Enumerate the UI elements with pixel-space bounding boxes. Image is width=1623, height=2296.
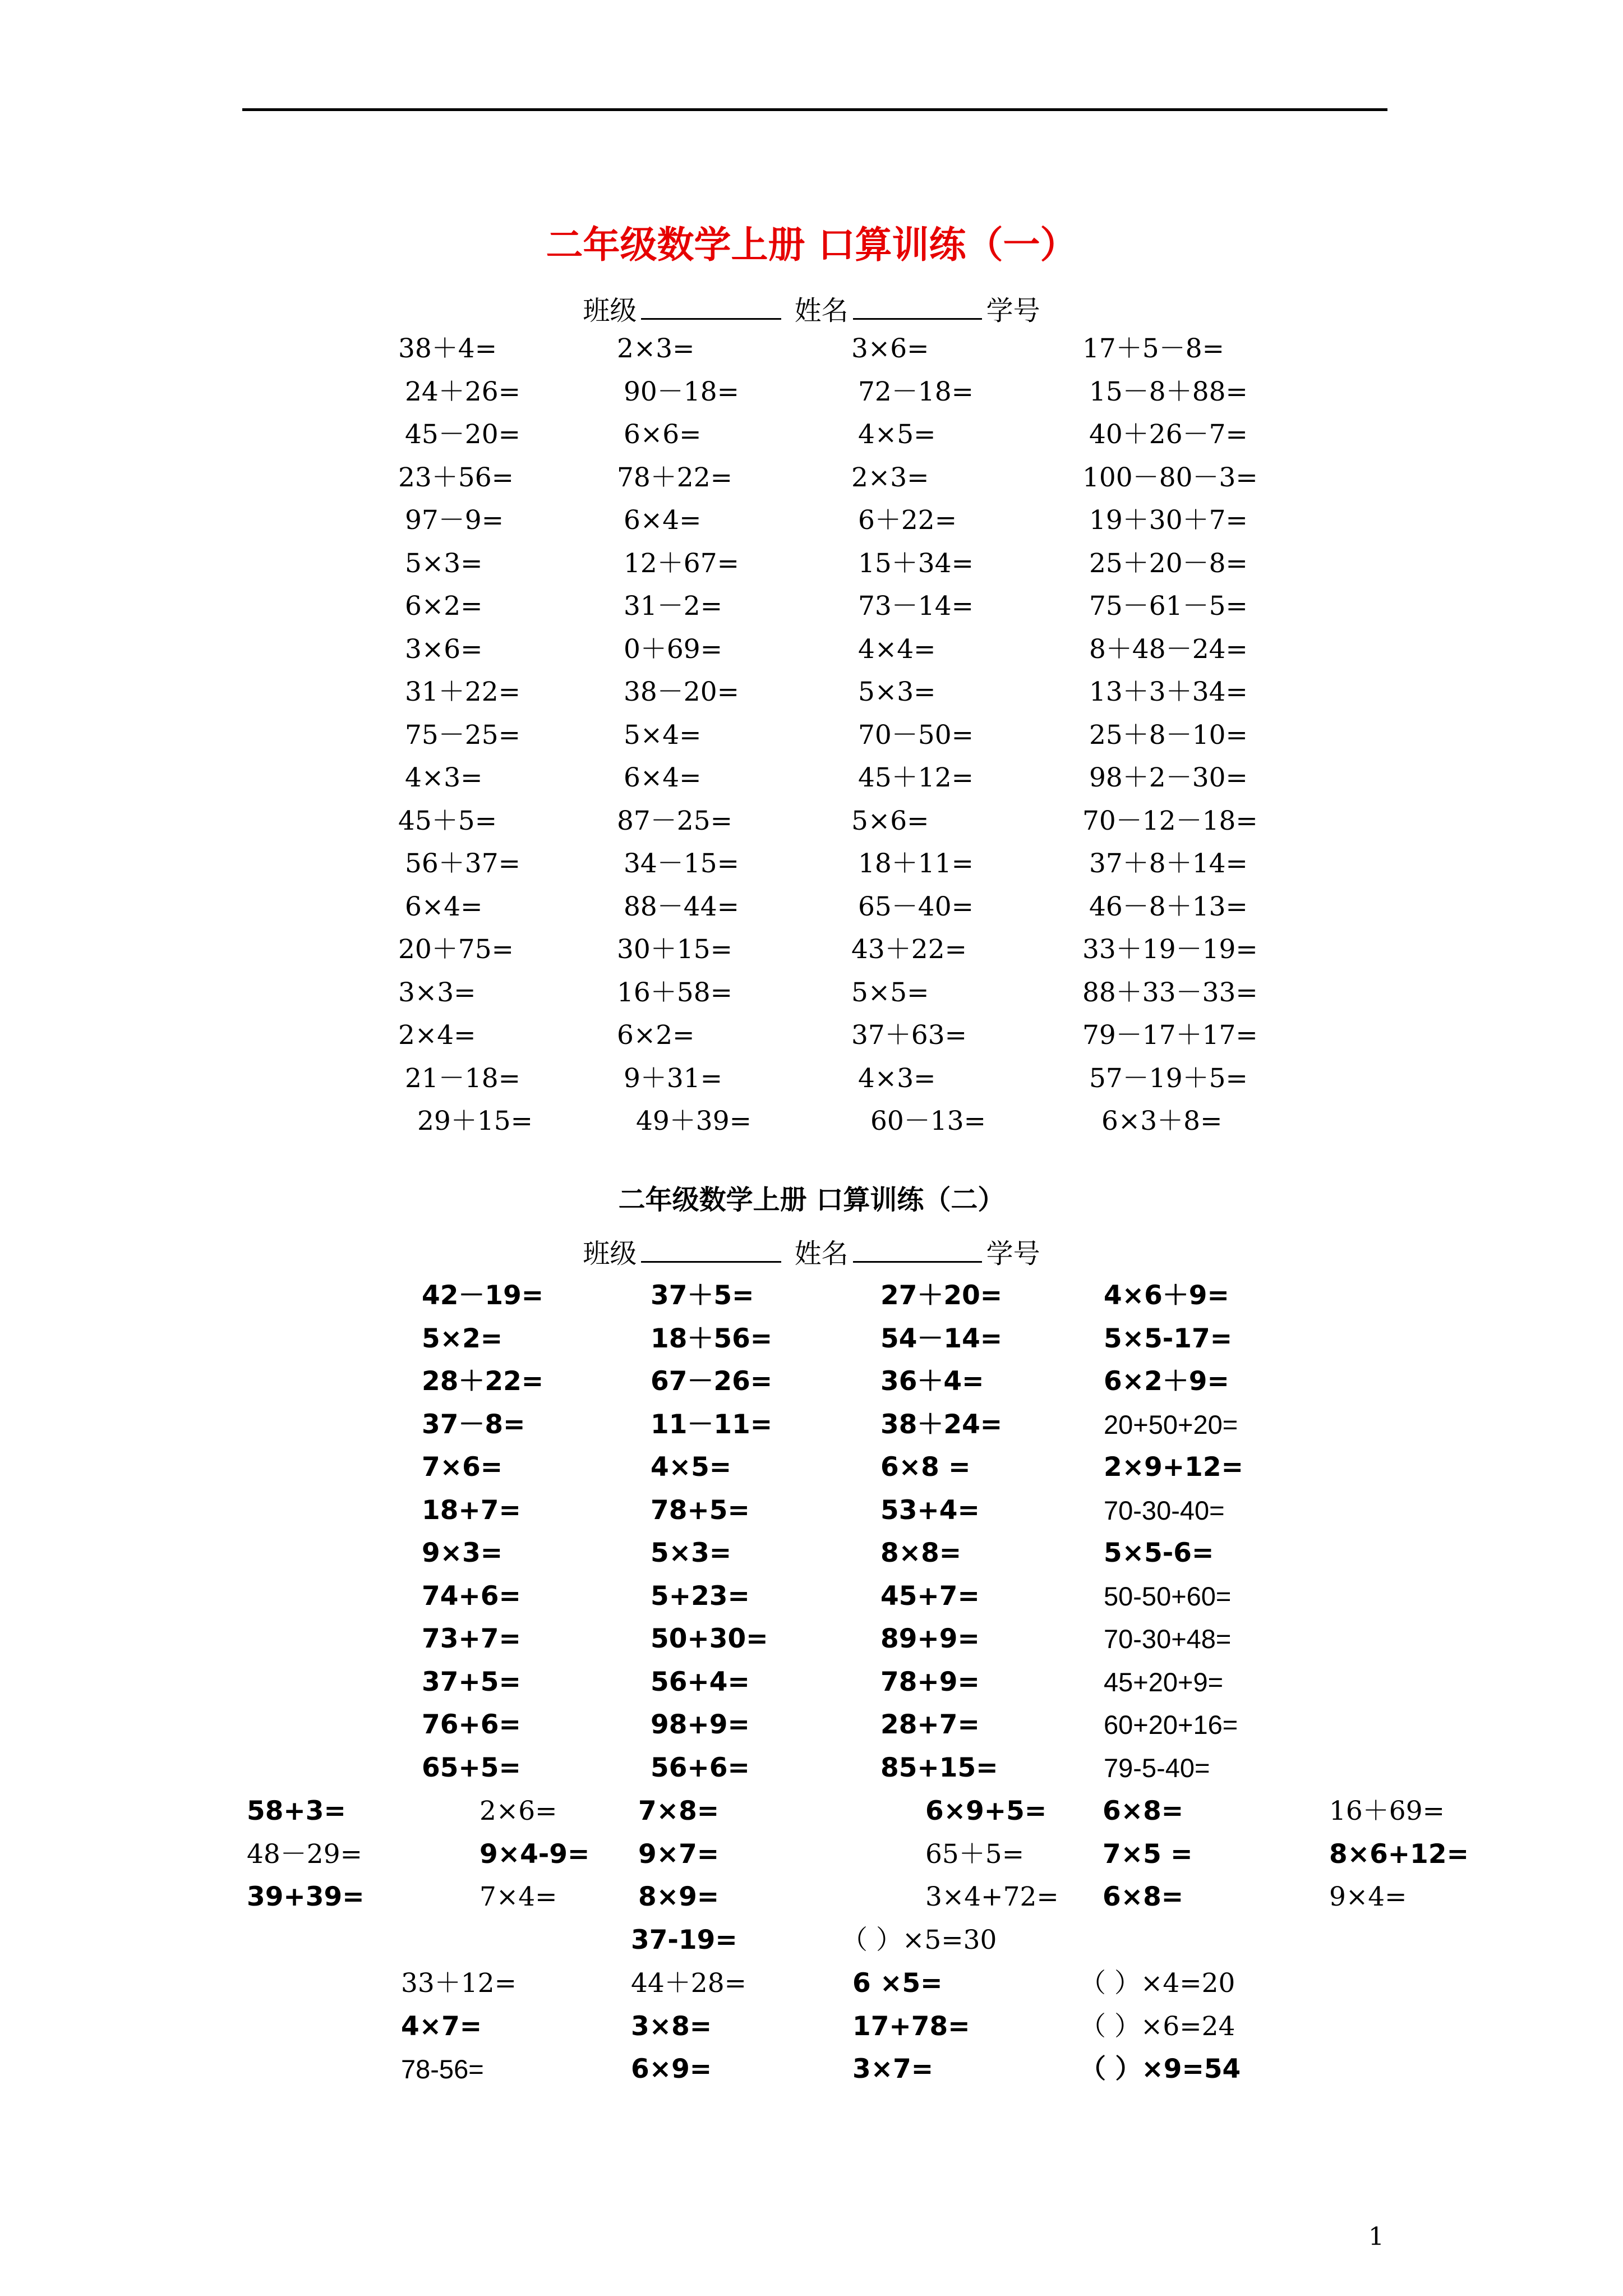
problem: 15－8＋88= xyxy=(1089,376,1248,407)
problem: 6×2＋9= xyxy=(1104,1366,1229,1397)
problem: 2×9+12= xyxy=(1104,1452,1243,1483)
problem: 2×3= xyxy=(617,333,695,364)
problem: 6×9= xyxy=(631,2054,712,2085)
problem: 3×7= xyxy=(852,2054,934,2085)
problem: 37＋5= xyxy=(651,1280,754,1311)
problem: 40＋26－7= xyxy=(1089,419,1248,450)
problem: 56+4= xyxy=(651,1666,750,1697)
problem: 97－9= xyxy=(405,505,504,536)
problem: 65+5= xyxy=(422,1752,521,1783)
problem: （ ）×4=20 xyxy=(1080,1968,1235,1999)
problem: 70－12－18= xyxy=(1082,805,1258,836)
problem: 6×4= xyxy=(624,505,702,536)
problem: 54－14= xyxy=(880,1323,1003,1354)
problem: 8×8= xyxy=(880,1538,962,1568)
problem: 43＋22= xyxy=(851,934,967,965)
problem: 79－17＋17= xyxy=(1082,1020,1258,1051)
problem: 23＋56= xyxy=(398,462,514,493)
page-number: 1 xyxy=(1368,2223,1384,2251)
problem: 11－11= xyxy=(651,1409,773,1440)
problem: 88－44= xyxy=(624,891,739,922)
id-label: 学号 xyxy=(986,1238,1040,1269)
problem: 13＋3＋34= xyxy=(1089,677,1248,707)
problem: 65－40= xyxy=(858,891,974,922)
problem: 37＋8＋14= xyxy=(1089,848,1248,879)
header-rule xyxy=(242,108,1387,111)
name-label: 姓名 xyxy=(794,1238,849,1269)
problem: 76+6= xyxy=(422,1709,521,1740)
problem: 4×3= xyxy=(405,762,483,793)
problem: 4×3= xyxy=(858,1062,936,1094)
name-blank[interactable] xyxy=(853,1239,982,1263)
problem: 50-50+60= xyxy=(1104,1581,1232,1611)
problem: 9×3= xyxy=(422,1538,503,1568)
problem: 3×6= xyxy=(851,333,929,364)
id-label: 学号 xyxy=(986,295,1040,326)
name-label: 姓名 xyxy=(794,295,849,326)
problem: 7×8= xyxy=(638,1796,720,1826)
problem: 38＋24= xyxy=(880,1409,1003,1440)
problem: 8×9= xyxy=(638,1881,720,1912)
problem: 31－2= xyxy=(624,591,723,622)
problem: 98+9= xyxy=(651,1709,750,1740)
problem: 39+39= xyxy=(247,1881,365,1912)
problem: 9×4= xyxy=(1329,1881,1407,1912)
problem: 20+50+20= xyxy=(1104,1409,1238,1439)
problem: 4×5= xyxy=(651,1452,732,1483)
problem: 5×5= xyxy=(851,977,929,1008)
problem: 60+20+16= xyxy=(1104,1710,1238,1740)
problem: 74+6= xyxy=(422,1580,521,1612)
problem: 5×4= xyxy=(624,719,702,751)
class-label: 班级 xyxy=(583,295,637,326)
problem: 67－26= xyxy=(651,1366,773,1397)
problem: 7×6= xyxy=(422,1452,503,1483)
problem: 6×6= xyxy=(624,419,702,450)
problem: 4×7= xyxy=(401,2010,482,2042)
class-blank[interactable] xyxy=(641,1239,781,1263)
problem: 8×6+12= xyxy=(1329,1838,1469,1870)
problem: 5×5-6= xyxy=(1104,1538,1214,1568)
problem: 4×6＋9= xyxy=(1104,1280,1229,1311)
problem: 75－25= xyxy=(405,719,520,751)
problem: 6×4= xyxy=(405,891,483,922)
problem: 2×6= xyxy=(479,1796,557,1826)
problem: 2×3= xyxy=(851,462,929,493)
problem: 48－29= xyxy=(247,1838,362,1870)
problem: 70-30-40= xyxy=(1104,1495,1225,1525)
problem: 27＋20= xyxy=(880,1280,1003,1311)
problem: 6×8 = xyxy=(880,1452,971,1483)
problem: 89+9= xyxy=(880,1623,980,1654)
name-blank[interactable] xyxy=(853,296,982,320)
problem: 45+20+9= xyxy=(1104,1667,1224,1697)
section1-title: 二年级数学上册 口算训练（一） xyxy=(546,223,1077,266)
problem: 3×3= xyxy=(398,977,476,1008)
problem: 78-56= xyxy=(401,2054,484,2084)
problem: 6×9+5= xyxy=(925,1796,1047,1826)
problem: 45＋12= xyxy=(858,762,974,793)
problem: 6＋22= xyxy=(858,505,957,536)
problem: 9＋31= xyxy=(624,1062,723,1094)
problem: 3×6= xyxy=(405,633,483,665)
problem: 4×5= xyxy=(858,419,936,450)
problem: 37＋63= xyxy=(851,1020,967,1051)
problem: 18+7= xyxy=(422,1494,521,1526)
problem: 37-19= xyxy=(631,1925,737,1955)
problem: 98＋2－30= xyxy=(1089,762,1248,793)
problem: 16＋58= xyxy=(617,977,732,1008)
problem: 53+4= xyxy=(880,1494,980,1526)
problem: 6×4= xyxy=(624,762,702,793)
problem: 5×3= xyxy=(405,547,483,579)
problem: 28＋22= xyxy=(422,1366,544,1397)
problem: （ ）×6=24 xyxy=(1080,2010,1235,2042)
problem: 25＋8－10= xyxy=(1089,719,1248,751)
problem: 6×8= xyxy=(1103,1796,1184,1826)
problem: 3×4+72= xyxy=(925,1881,1059,1912)
problem: 37+5= xyxy=(422,1666,521,1697)
problem: 5×2= xyxy=(422,1323,503,1354)
problem: 34－15= xyxy=(624,848,739,879)
problem: 49＋39= xyxy=(636,1106,751,1137)
problem: 90－18= xyxy=(624,376,739,407)
section2-info-line xyxy=(0,1232,1623,1271)
problem: 33＋19－19= xyxy=(1082,934,1258,965)
problem: 8＋48－24= xyxy=(1089,633,1248,665)
problem: 3×8= xyxy=(631,2010,712,2042)
problem: 37－8= xyxy=(422,1409,525,1440)
problem: 24＋26= xyxy=(405,376,520,407)
problem: 60－13= xyxy=(870,1106,986,1137)
problem: 7×5 = xyxy=(1103,1838,1193,1870)
section1-info-line xyxy=(0,289,1623,328)
problem: 45＋5= xyxy=(398,805,497,836)
problem: 9×7= xyxy=(638,1838,720,1870)
problem: 58+3= xyxy=(247,1796,346,1826)
problem: 6×2= xyxy=(405,591,483,622)
problem: 73－14= xyxy=(858,591,974,622)
problem: 79-5-40= xyxy=(1104,1752,1210,1783)
problem: 73+7= xyxy=(422,1623,521,1654)
problem: 17＋5－8= xyxy=(1082,333,1224,364)
problem: 19＋30＋7= xyxy=(1089,505,1248,536)
problem: 9×4-9= xyxy=(479,1838,590,1870)
problem: 5×3= xyxy=(651,1538,732,1568)
problem: 16＋69= xyxy=(1329,1796,1445,1826)
problem: 18＋56= xyxy=(651,1323,773,1354)
problem: 4×4= xyxy=(858,633,936,665)
problem: 6×3＋8= xyxy=(1101,1106,1223,1137)
problem: 18＋11= xyxy=(858,848,974,879)
problem: 70-30+48= xyxy=(1104,1624,1232,1654)
problem: 29＋15= xyxy=(417,1106,533,1137)
problem: 78+5= xyxy=(651,1494,750,1526)
problem: 72－18= xyxy=(858,376,974,407)
problem: 45－20= xyxy=(405,419,520,450)
problem: 0＋69= xyxy=(624,633,723,665)
problem: 12＋67= xyxy=(624,547,739,579)
problem: 70－50= xyxy=(858,719,974,751)
problem: 33＋12= xyxy=(401,1968,517,1999)
problem: 44＋28= xyxy=(631,1968,746,1999)
problem: 20＋75= xyxy=(398,934,514,965)
problem: 100－80－3= xyxy=(1082,462,1258,493)
class-label: 班级 xyxy=(583,1238,637,1269)
problem: 6×2= xyxy=(617,1020,695,1051)
problem: （ ）×5=30 xyxy=(841,1925,997,1955)
problem: 21－18= xyxy=(405,1062,520,1094)
problem: 5×6= xyxy=(851,805,929,836)
problem: 78+9= xyxy=(880,1666,980,1697)
problem: 75－61－5= xyxy=(1089,591,1248,622)
problem: 46－8＋13= xyxy=(1089,891,1248,922)
problem: 6×8= xyxy=(1103,1881,1184,1912)
problem: 57－19＋5= xyxy=(1089,1062,1248,1094)
problem: 17+78= xyxy=(852,2010,970,2042)
problem: 38＋4= xyxy=(398,333,497,364)
problem: 15＋34= xyxy=(858,547,974,579)
problem: 65＋5= xyxy=(925,1838,1025,1870)
section2-title: 二年级数学上册 口算训练（二） xyxy=(618,1184,1005,1216)
problem: 50+30= xyxy=(651,1623,768,1654)
problem: 5+23= xyxy=(651,1580,750,1612)
problem: 30＋15= xyxy=(617,934,732,965)
problem: 85+15= xyxy=(880,1752,998,1783)
problem: 56＋37= xyxy=(405,848,520,879)
problem: 28+7= xyxy=(880,1709,980,1740)
problem: 56+6= xyxy=(651,1752,750,1783)
problem: 5×5-17= xyxy=(1104,1323,1233,1354)
problem: 42－19= xyxy=(422,1280,544,1311)
problem: 7×4= xyxy=(479,1881,557,1912)
problem: 45+7= xyxy=(880,1580,980,1612)
problem: 36＋4= xyxy=(880,1366,984,1397)
problem: 38－20= xyxy=(624,677,739,707)
problem: 25＋20－8= xyxy=(1089,547,1248,579)
problem: 87－25= xyxy=(617,805,732,836)
problem: 2×4= xyxy=(398,1020,476,1051)
problem: 88＋33－33= xyxy=(1082,977,1258,1008)
problem: 78＋22= xyxy=(617,462,732,493)
class-blank[interactable] xyxy=(641,296,781,320)
problem: 31＋22= xyxy=(405,677,520,707)
problem: （ ）×9=54 xyxy=(1080,2054,1241,2085)
problem: 6 ×5= xyxy=(852,1968,943,1999)
problem: 5×3= xyxy=(858,677,936,707)
